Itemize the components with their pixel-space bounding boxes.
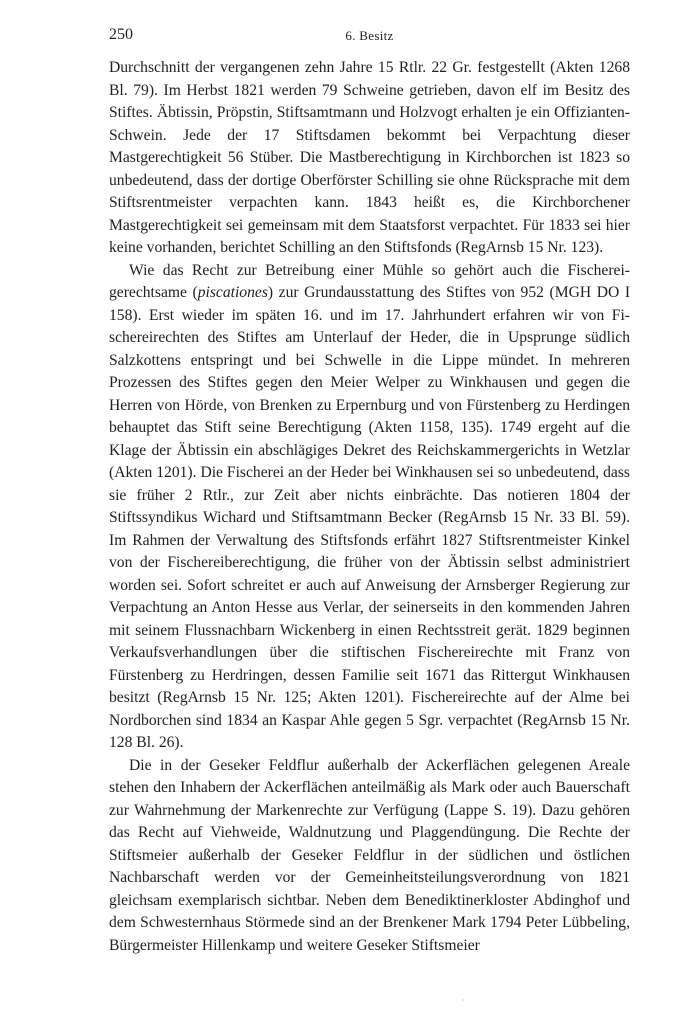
paragraph-2 [109, 260, 630, 755]
page-header [109, 26, 630, 48]
page-number: 250 [109, 26, 133, 43]
body-text [109, 57, 630, 957]
paragraph-text: Die in der Geseker Feldflur außerhalb der Ackerflächen gelegenen Areale stehen den Inhabern der Ackerflächen anteilmäßig als Mark oder auch Bauerschaft zur Wahrnehmung der Markenrechte zur Verfügung (Lappe S. 19). Dazu gehören das Recht auf Viehweide, Waldnutzung und Plaggendüngung. Die Rechte der Stiftsmeier außerhalb der Geseker Feldflur in der südlichen und östlichen Nachbarschaft werden vor der Gemeinheitsteilungsverordnung von 1821 gleichsam exemplarisch sichtbar. Neben dem Benediktinerkloster Abdinghof und dem Schwesternhaus Störmede sind an der Brenkener Mark 1794 Peter Lübbeling, Bürgermeister Hillenkamp und weitere Geseker Stiftsmeier [109, 756, 630, 954]
paragraph-text: ) zur Grundausstattung des Stiftes von 952 (MGH DO I 158). Erst wieder im späten 16. und im 17. Jahrhundert erfahren wir von Fischereirechten des Stiftes am Unterlauf der Heder, die in Upsprunge südlich Salzkottens entspringt und bei Schwelle in die Lippe mündet. In mehreren Prozessen des Stiftes gegen den Meier Welper zu Winkhausen und gegen die Herren von Hörde, von Brenken zu Erpernburg und von Fürstenberg zu Herdingen behauptet das Stift seine Berechtigung (Akten 1158, 135). 1749 ergeht auf die Klage der Äbtissin ein abschlägiges Dekret des Reichskammergerichts in Wetzlar (Akten 1201). Die Fischerei an der Heder bei Winkhausen sei so unbedeutend, dass sie früher 2 Rtlr., zur Zeit aber nichts einbrächte. Das notieren 1804 der Stiftssyndikus Wichard und Stiftsamtmann Becker (RegArnsb 15 Nr. 33 Bl. 59). Im Rahmen der Verwaltung des Stiftsfonds erfährt 1827 Stiftsrentmeister Kinkel von der Fischereiberechtigung, die früher von der Äbtissin selbst administriert worden sei. Sofort schreitet er auch auf Anweisung der Arnsberger Regierung zur Verpachtung an Anton Hesse aus Verlar, der seinerseits in den kommenden Jahren mit seinem Flussnachbarn Wickenberg in einen Rechtsstreit gerät. 1829 beginnen Verkaufsverhandlungen über die stiftischen Fischereirechte mit Franz von Fürstenberg zu Herdringen, dessen Familie seit 1671 das Rittergut Winkhausen besitzt (RegArnsb 15 Nr. 125; Akten 1201). Fischereirechte auf der Alme bei Nordborchen sind 1834 an Kaspar Ahle gegen 5 Sgr. verpachtet (RegArnsb 15 Nr. 128 Bl. 26). [109, 284, 631, 751]
latin-term: piscationes [197, 284, 268, 301]
paragraph-text: Durchschnitt der vergangenen zehn Jahre 15 Rtlr. 22 Gr. festgestellt (Akten 1268 Bl. 79). Im Herbst 1821 werden 79 Schweine getrieben, davon elf im Besitz des Stiftes. Äbtissin, Pröpstin, Stiftsamtmann und Holzvogt erhalten je ein Offizianten-Schwein. Jede der 17 Stiftsdamen bekommt bei Verpachtung dieser Mastgerechtigkeit 56 Stüber. Die Mastberechtigung in Kirchborchen ist 1823 so unbedeutend, dass der dortige Oberförster Schilling sie ohne Rücksprache mit dem Stiftsrentmeister verpachten kann. 1843 heißt es, die Kirchborchener Mastgerechtigkeit sei gemeinsam mit dem Staatsforst verpachtet. Für 1833 sei hier keine vorhanden, berichtet Schilling an den Stiftsfonds (RegArnsb 15 Nr. 123). [109, 59, 630, 256]
paragraph-1 [109, 57, 630, 260]
paragraph-text: Wie das Recht zur Betreibung einer Mühle so gehört auch die Fischereigerechtsame ( [109, 261, 630, 301]
paragraph-3 [109, 755, 630, 958]
scan-dot: · [462, 996, 465, 1005]
running-head: 6. Besitz [345, 28, 394, 43]
